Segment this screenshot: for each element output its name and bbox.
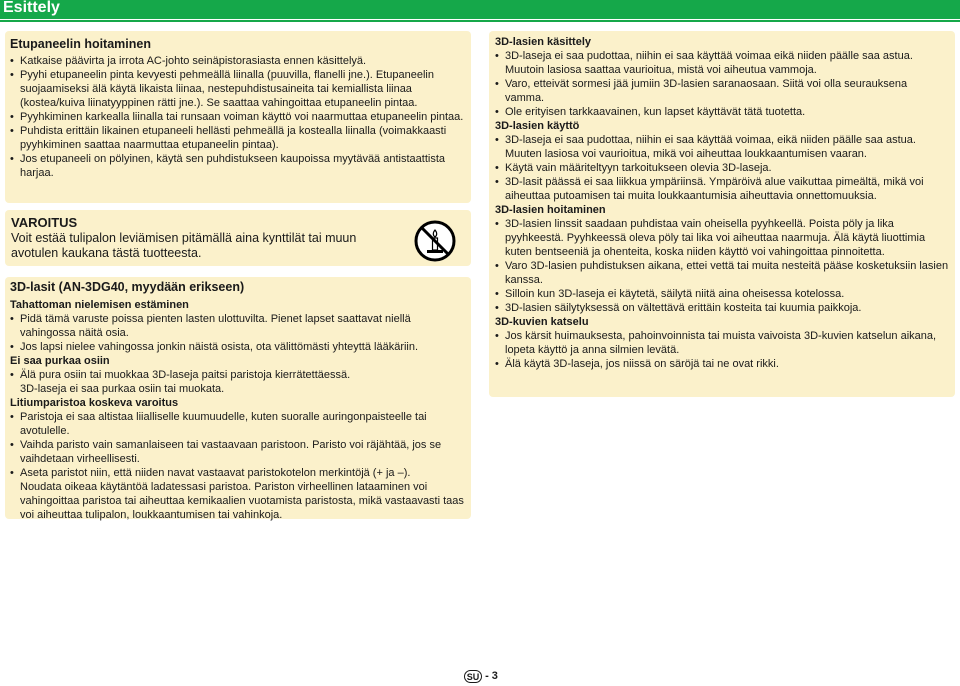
list-item <box>495 329 949 357</box>
front-panel-care-box <box>5 31 471 203</box>
section-heading: 3D-lasien käsittely <box>495 36 591 48</box>
header-bar <box>0 0 960 19</box>
list-item <box>495 175 949 203</box>
list-item-text: Varo 3D-lasien puhdistuksen aikana, ettei vettä tai muita nesteitä pääse kosketuksiin lasien kanssa. <box>505 260 949 286</box>
list-item <box>10 368 466 396</box>
glasses-3d-box <box>489 31 955 397</box>
list-item <box>495 105 949 119</box>
section-heading: 3D-kuvien katselu <box>495 316 589 328</box>
list-item <box>10 54 466 68</box>
list-item-text: Älä käytä 3D-laseja, jos niissä on säröjä tai ne ovat rikki. <box>505 358 779 370</box>
list-item-text: Pidä tämä varuste poissa pienten lasten ulottuvilta. Pienet lapset saattavat niellä vahingossa näitä osia. <box>20 313 411 339</box>
list-item <box>495 357 949 371</box>
page-number-text: - 3 <box>485 670 498 682</box>
list-item-text: Jos etupaneeli on pölyinen, käytä sen puhdistukseen kaupoissa myytävää antistaattista harjaa. <box>20 153 445 179</box>
list-item-text: Jos lapsi nielee vahingossa jonkin näistä osista, ota välittömästi yhteyttä lääkäriin. <box>20 341 419 353</box>
list-item <box>495 77 949 105</box>
list-item <box>495 287 949 301</box>
list-item <box>495 217 949 259</box>
list-item-text: 3D-laseja ei saa pudottaa, niihin ei saa käyttää voimaa eikä niiden päälle saa astua. <box>505 50 913 62</box>
list-item-text: Ole erityisen tarkkaavainen, kun lapset käyttävät tätä tuotetta. <box>505 106 806 118</box>
warning-title: VAROITUS <box>11 215 78 230</box>
list-item <box>495 161 949 175</box>
list-item <box>495 301 949 315</box>
list-item-text: Aseta paristot niin, että niiden navat vastaavat paristokotelon merkintöjä (+ ja –). <box>20 467 411 479</box>
front-panel-care-list <box>10 54 466 180</box>
language-badge: SU <box>464 670 482 683</box>
list-item-text: Varo, etteivät sormesi jää jumiin 3D-lasien saranaosaan. Siitä voi olla seurauksena vamma. <box>505 78 908 104</box>
front-panel-care-title: Etupaneelin hoitaminen <box>10 37 151 51</box>
section-list <box>495 49 949 119</box>
list-item <box>10 312 466 340</box>
list-item-text: 3D-lasien linssit saadaan puhdistaa vain oheisella pyyhkeellä. Poista pöly ja lika pyyhkeestä. Pyyhkeessä oleva pöly tai lika voi aiheuttaa naarmuja. Älä käytä liuottimia kuten bentseeniä ja ohenteita, koska niiden käyttö voi vahingoittaa pinnoitetta. <box>505 218 926 258</box>
list-item-text: 3D-lasien säilytyksessä on vältettävä erittäin kosteita tai kuumia paikkoja. <box>505 302 862 314</box>
list-item-text: Paristoja ei saa altistaa liialliselle kuumuudelle, kuten suoralle auringonpaisteelle tai avotulelle. <box>20 411 427 437</box>
glasses-title: 3D-lasit (AN-3DG40, myydään erikseen) <box>10 280 245 294</box>
section-list <box>495 217 949 315</box>
list-item <box>10 68 466 110</box>
list-item-text: Katkaise päävirta ja irrota AC-johto seinäpistorasiasta ennen käsittelyä. <box>20 55 367 67</box>
no-open-flame-icon <box>413 219 457 263</box>
list-item-text: Silloin kun 3D-laseja ei käytetä, säilytä niitä aina oheisessa kotelossa. <box>505 288 845 300</box>
list-item <box>10 152 466 180</box>
glasses-safety-box <box>5 277 471 519</box>
section-heading: 3D-lasien hoitaminen <box>495 204 606 216</box>
page-number <box>464 669 498 683</box>
list-item-text: Muuten lasiosa voi vaurioitua, mikä voi aiheuttaa loukkaantumisen vaaran. <box>505 148 867 160</box>
list-item-text: Älä pura osiin tai muokkaa 3D-laseja paitsi paristoja kierrätettäessä. <box>20 369 351 381</box>
list-item <box>10 124 466 152</box>
header-rule <box>0 20 960 22</box>
list-item <box>495 133 949 161</box>
list-item-text: 3D-laseja ei saa pudottaa, niihin ei saa käyttää voimaa, eikä niiden päälle saa astua. <box>505 134 916 146</box>
list-item <box>10 466 466 522</box>
section-list <box>495 329 949 371</box>
list-item <box>495 259 949 287</box>
section-heading: Tahattoman nielemisen estäminen <box>10 299 189 311</box>
list-item <box>10 438 466 466</box>
list-item <box>10 110 466 124</box>
list-item-text: Noudata oikeaa käytäntöä ladatessasi paristoa. Pariston virheellinen lataaminen voi vahingoittaa paristoa tai aiheuttaa kemikaalien vuotamista paristosta, mikä vastaavasti taas voi aiheuttaa tulipalon, loukkaantumisen tai vahinkoja. <box>20 481 464 521</box>
list-item-text: 3D-laseja ei saa purkaa osiin tai muokata. <box>20 383 225 395</box>
section-list <box>10 312 466 354</box>
warning-text: Voit estää tulipalon leviämisen pitämällä aina kynttilät tai muun avotulen kaukana tästä tuotteesta. <box>11 231 357 260</box>
list-item <box>10 410 466 438</box>
list-item-text: Vaihda paristo vain samanlaiseen tai vastaavaan paristoon. Paristo voi räjähtää, jos se vaihdetaan virheellisesti. <box>20 439 442 465</box>
section-list <box>10 368 466 396</box>
section-heading: Ei saa purkaa osiin <box>10 355 110 367</box>
section-heading: Litiumparistoa koskeva varoitus <box>10 397 179 409</box>
list-item-text: Pyyhi etupaneelin pinta kevyesti pehmeällä liinalla (puuvilla, flanelli jne.). Etupaneelin suojaamiseksi älä käytä likaista liinaa, nestepuhdistusaineita tai kemiallista liinaa (kostea/kuiva liinatyyppinen rätti jne.). Se saattaa vahingoittaa etupaneelin pintaa. <box>20 69 434 109</box>
list-item-text: Muutoin lasiosa saattaa vaurioitua, mistä voi aiheutua vammoja. <box>505 64 817 76</box>
list-item-text: Jos kärsit huimauksesta, pahoinvoinnista tai muista vaivoista 3D-kuvien katselun aikana, lopeta käyttö ja anna silmien levätä. <box>505 330 937 356</box>
list-item-text: Puhdista erittäin likainen etupaneeli hellästi pehmeällä ja kostealla liinalla (voimakkaasti pyyhkiminen saattaa naarmuttaa etupaneelin pintaa). <box>20 125 447 151</box>
section-list <box>10 410 466 522</box>
page-title: Esittely <box>3 0 60 16</box>
section-list <box>495 133 949 203</box>
list-item <box>10 340 466 354</box>
list-item-text: 3D-lasit päässä ei saa liikkua ympäriinsä. Ympäröivä alue vaikuttaa pimeältä, mikä voi aiheuttaa putoamisen tai muita loukkaantumisia aiheuttavia onnettomuuksia. <box>505 176 924 202</box>
warning-box <box>5 210 471 266</box>
list-item-text: Käytä vain määriteltyyn tarkoitukseen olevia 3D-laseja. <box>505 162 772 174</box>
section-heading: 3D-lasien käyttö <box>495 120 580 132</box>
list-item-text: Pyyhkiminen karkealla liinalla tai runsaan voiman käyttö voi naarmuttaa etupaneelin pintaa. <box>20 111 464 123</box>
list-item <box>495 49 949 77</box>
